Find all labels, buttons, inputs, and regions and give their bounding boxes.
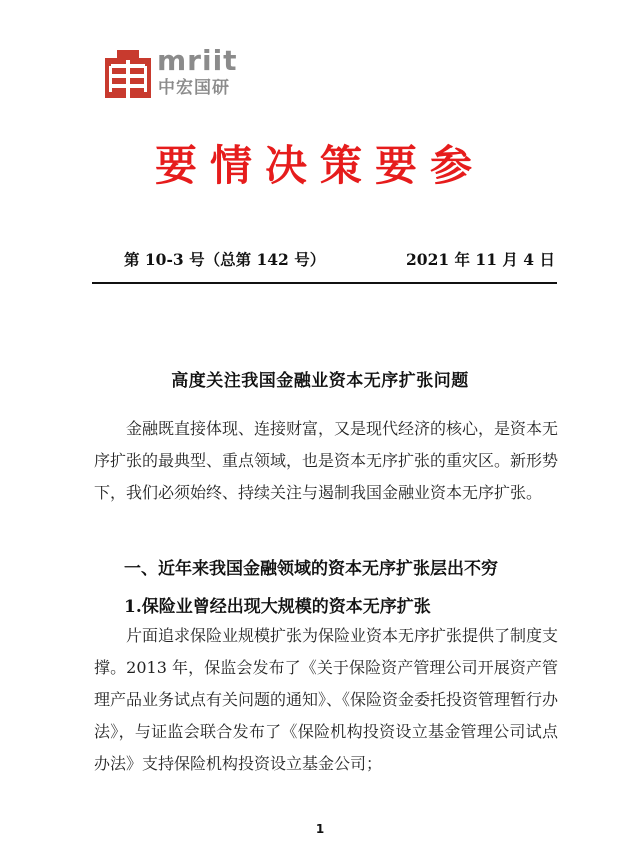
- logo: [103, 44, 238, 106]
- masthead-title: 要情决策要参: [154, 141, 485, 190]
- issue-date: 2021 年 11 月 4 日: [406, 250, 555, 269]
- page-number: 1: [315, 822, 325, 836]
- subsection-heading: 1.保险业曾经出现大规模的资本无序扩张: [124, 597, 431, 617]
- section-heading: 一、近年来我国金融领域的资本无序扩张层出不穷: [124, 559, 498, 579]
- mriit-logo-icon: [103, 48, 153, 102]
- body-paragraph: [94, 620, 558, 780]
- header-divider: [92, 282, 557, 284]
- intro-text: 金融既直接体现、连接财富，又是现代经济的核心，是资本无序扩张的最典型、重点领域，也是资本无序扩张的重灾区。新形势下，我们必须始终、持续关注与遏制我国金融业资本无序扩张。: [94, 419, 559, 502]
- logo-brand-en: mriit: [157, 44, 238, 77]
- intro-paragraph: [94, 413, 558, 509]
- logo-brand-cn: 中宏国研: [158, 78, 230, 98]
- body-text: 片面追求保险业规模扩张为保险业资本无序扩张提供了制度支撑。2013 年，保监会发布了《关于保险资产管理公司开展资产管理产品业务试点有关问题的通知》、《保险资金委托投资管理暂行办法》，与证监会联合发布了《保险机构投资设立基金管理公司试点办法》支持保险机构投资设立基金公司；: [94, 626, 559, 773]
- issue-number: 第 10-3 号（总第 142 号）: [124, 250, 326, 269]
- article-title: 高度关注我国金融业资本无序扩张问题: [171, 371, 469, 391]
- issue-row: [0, 248, 640, 272]
